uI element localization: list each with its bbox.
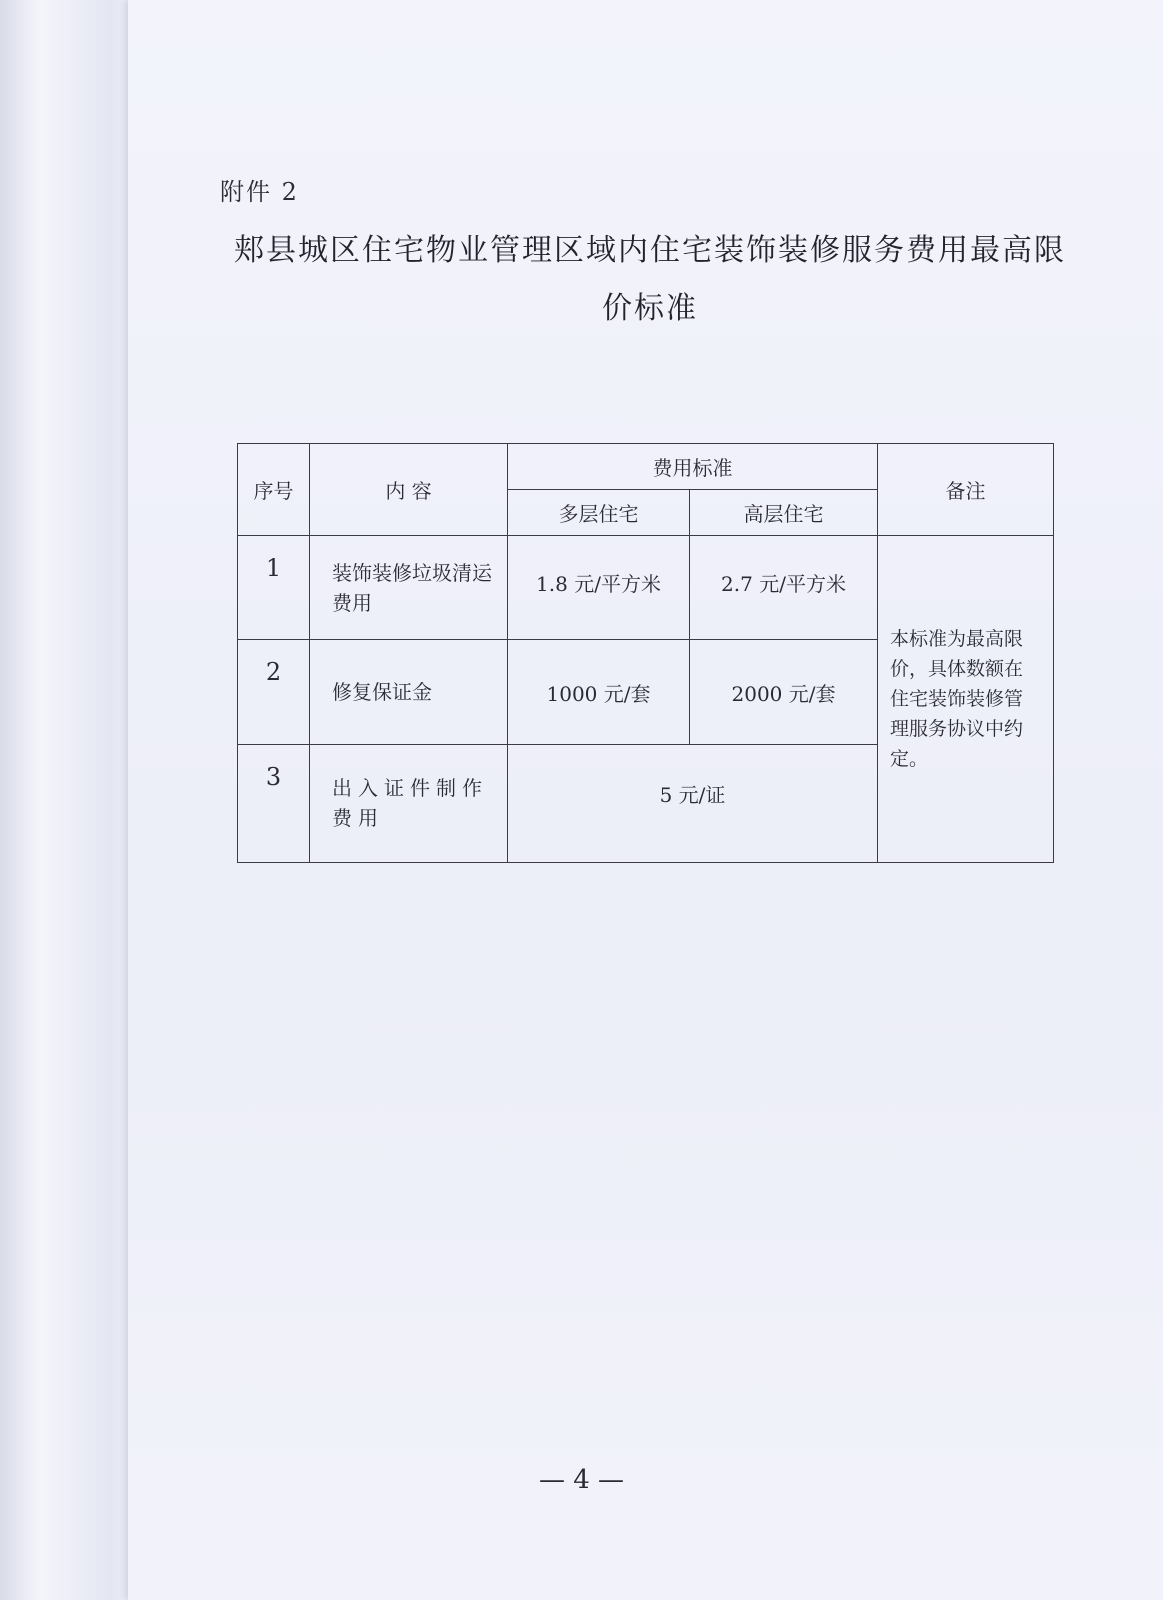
header-remarks: 备注: [878, 444, 1054, 536]
header-high-rise: 高层住宅: [690, 490, 878, 536]
row-1-high-rise-fee: 2.7 元/平方米: [690, 536, 878, 640]
row-1-seq: 1: [238, 536, 310, 640]
page-number: — 4 —: [538, 1465, 625, 1495]
row-2-content: 修复保证金: [310, 640, 508, 744]
fee-standard-table: [237, 443, 1054, 863]
header-fee-standard: 费用标准: [508, 444, 878, 490]
row-2-high-rise-fee: 2000 元/套: [690, 640, 878, 744]
document-title: 郏县城区住宅物业管理区域内住宅装饰装修服务费用最高限价标准: [234, 233, 1066, 326]
row-1-content: 装饰装修垃圾清运费用: [310, 536, 508, 640]
row-1-multi-storey-fee: 1.8 元/平方米: [508, 536, 690, 640]
row-2-seq: 2: [238, 640, 310, 744]
row-3-seq: 3: [238, 744, 310, 862]
row-3-combined-fee: 5 元/证: [508, 744, 878, 862]
remarks-note: 本标准为最高限价，具体数额在住宅装饰装修管理服务协议中约定。: [878, 536, 1054, 863]
attachment-label: 附件 2: [220, 178, 299, 206]
header-seq: 序号: [238, 444, 310, 536]
header-multi-storey: 多层住宅: [508, 490, 690, 536]
header-content: 内 容: [310, 444, 508, 536]
row-2-multi-storey-fee: 1000 元/套: [508, 640, 690, 744]
row-3-content: 出入证件制作费用: [310, 744, 508, 862]
